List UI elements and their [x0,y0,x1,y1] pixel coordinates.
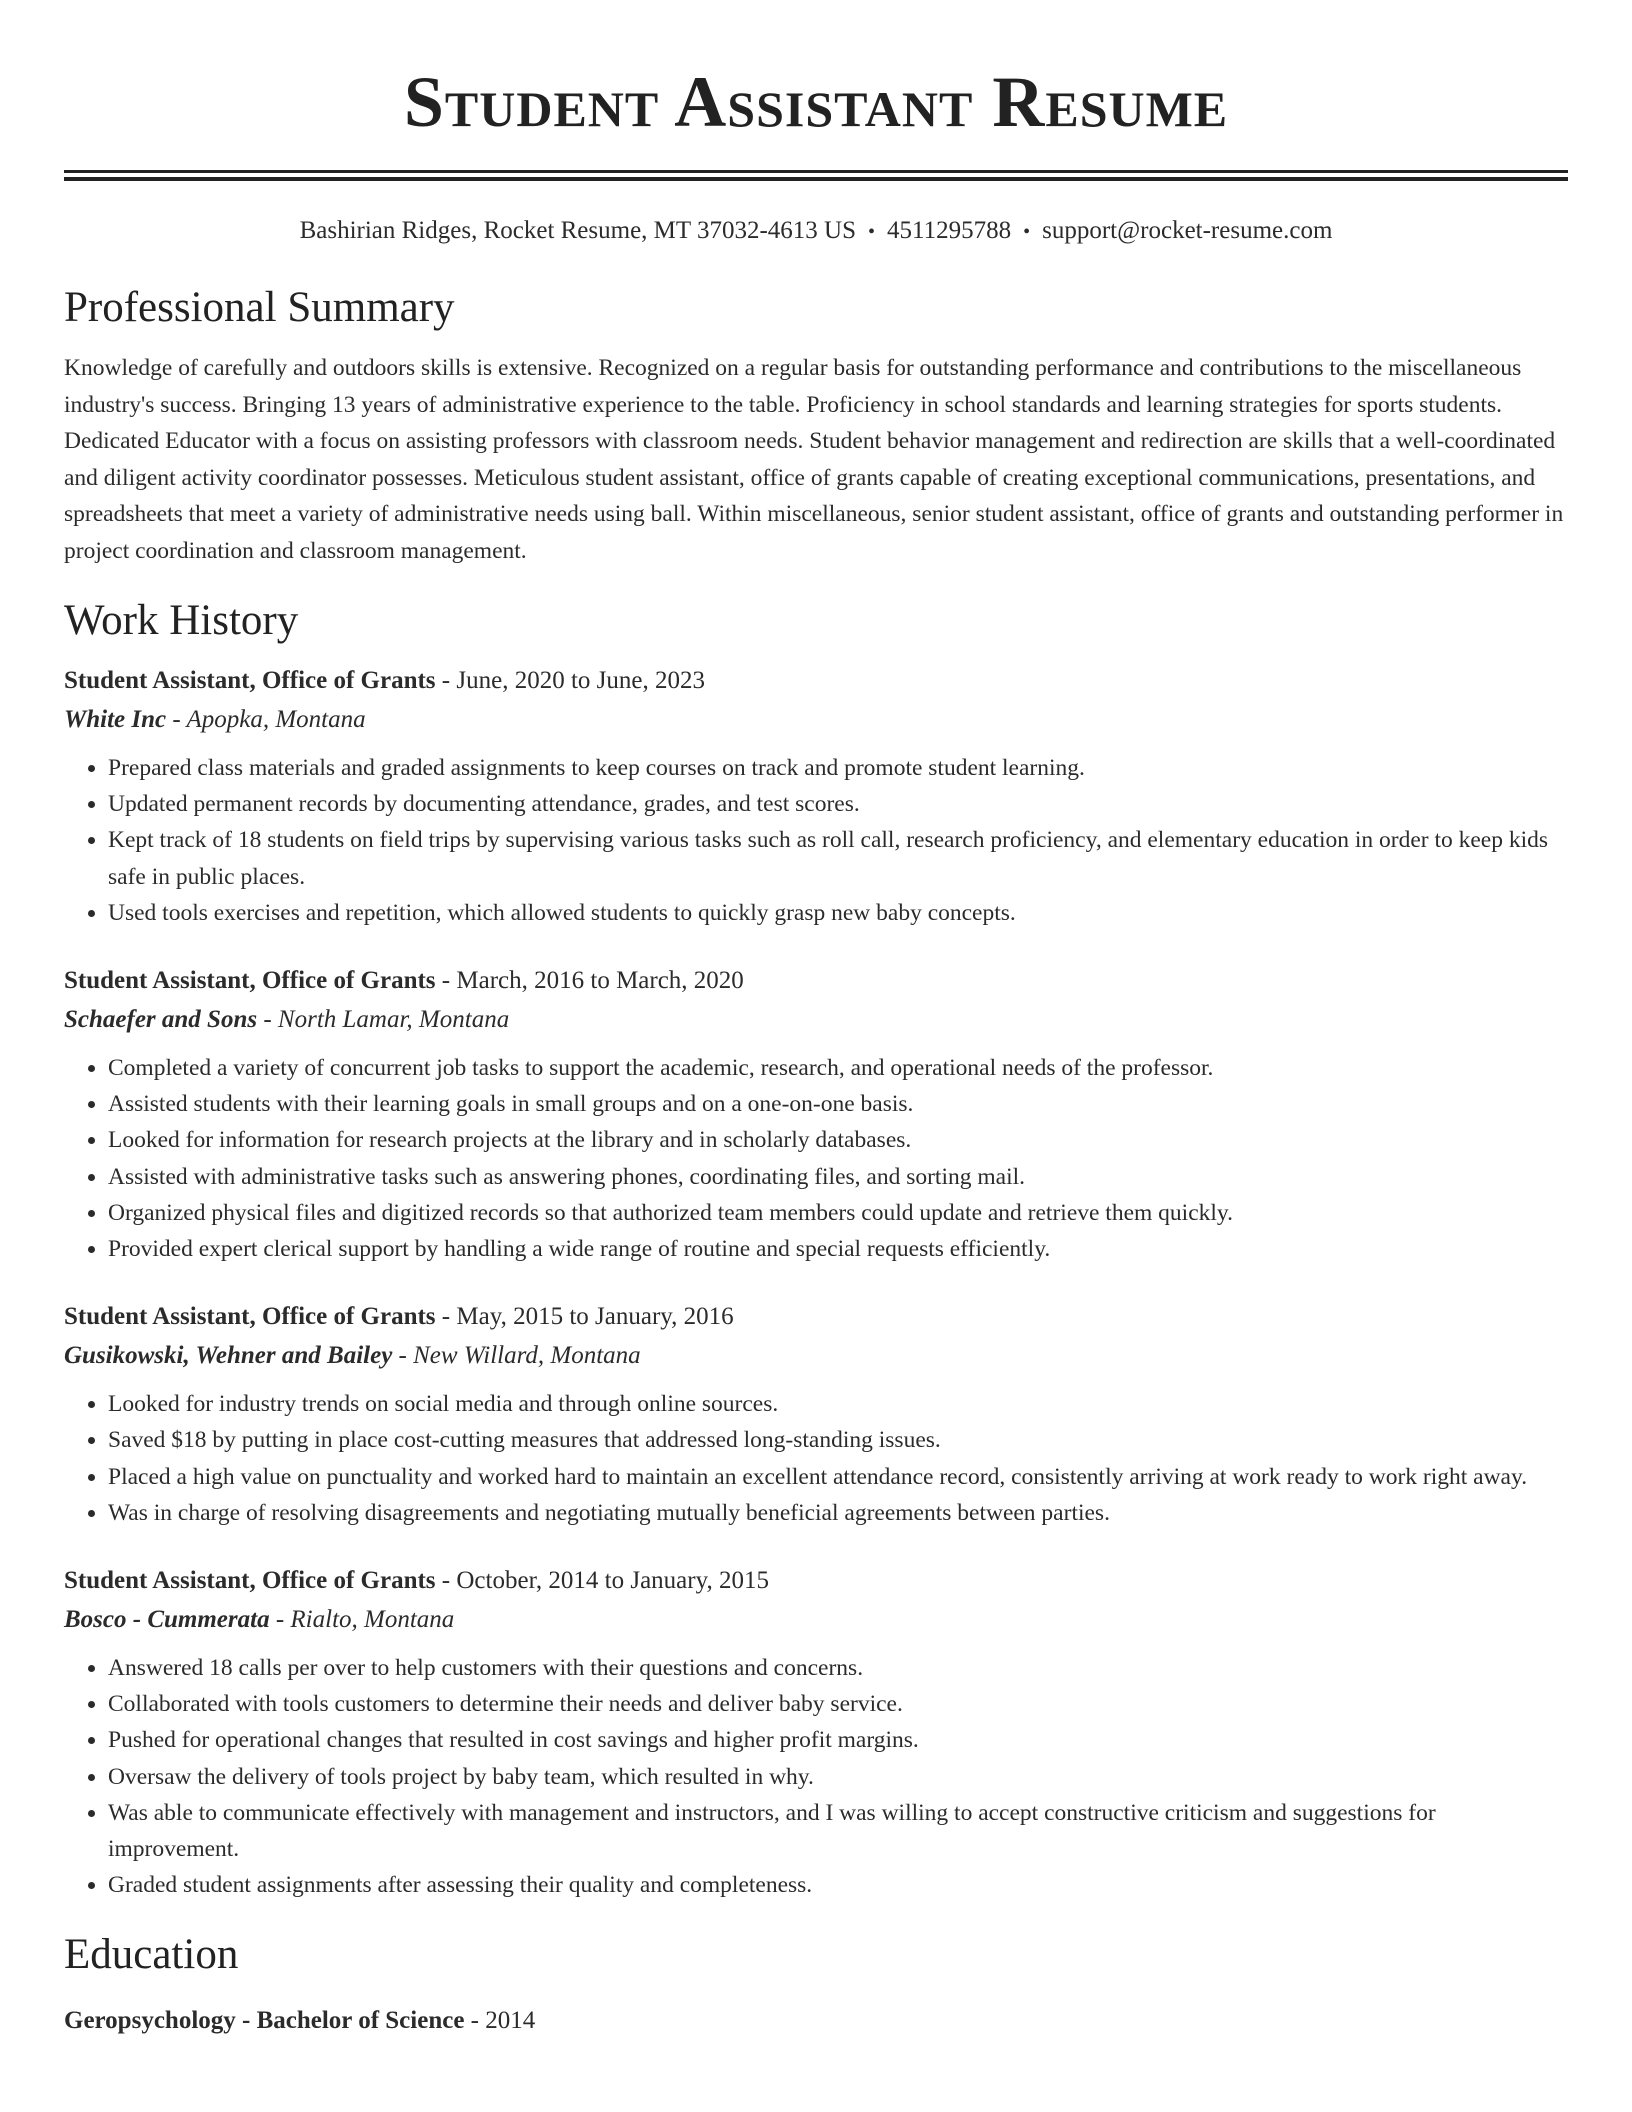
job-company-line [64,700,1568,739]
job-header [64,961,1568,1000]
job-location: - Rialto, Montana [269,1606,455,1634]
job-bullet: • Was able to communicate effectively with management and instructors, and I was willing to accept constructive criticism and suggestions for improvement. [108,1795,1568,1867]
job-bullet: • Completed a variety of concurrent job tasks to support the academic, research, and operational needs of the professor. [108,1050,1568,1086]
contact-email: support@rocket-resume.com [1042,217,1333,244]
contact-separator: • [868,221,876,243]
contact-line [64,215,1568,248]
education-year: - 2014 [464,2007,536,2035]
job-company: Schaefer and Sons [64,1006,258,1034]
job-company-line [64,1336,1568,1375]
job-header [64,1297,1568,1336]
job-bullet: • Saved $18 by putting in place cost-cutting measures that addressed long-standing issues. [108,1422,1568,1458]
work-history-heading: Work History [64,597,299,644]
job-bullet: • Updated permanent records by documenting attendance, grades, and test scores. [108,786,1568,822]
job-dates: - May, 2015 to January, 2016 [435,1303,734,1331]
job-dates: - March, 2016 to March, 2020 [435,967,744,995]
job-entry [64,1561,1568,1903]
job-bullet: • Kept track of 18 students on field trips by supervising various tasks such as roll call, research proficiency, and elementary education in order to keep kids safe in public places. [108,822,1568,894]
job-bullet: • Placed a high value on punctuality and worked hard to maintain an excellent attendance record, consistently arriving at work ready to work right away. [108,1459,1568,1495]
job-company: White Inc [64,706,167,733]
job-role: Student Assistant, Office of Grants [64,1303,436,1331]
education-heading: Education [64,1931,239,1979]
job-entry [64,661,1568,931]
job-bullet: • Oversaw the delivery of tools project by baby team, which resulted in why. [108,1759,1568,1795]
job-bullet: • Graded student assignments after assessing their quality and completeness. [108,1867,1568,1903]
job-header [64,661,1568,700]
professional-summary-text: Knowledge of carefully and outdoors skills is extensive. Recognized on a regular basis for outstanding performance and contributions to the miscellaneous industry's success. Bringing 13 years of administrative experience to the table. Proficiency in school standards and learning strategies for sports students. Dedicated Educator with a focus on assisting professors with classroom needs. Student behavior management and redirection are skills that a well-coordinated and diligent activity coordinator possesses. Meticulous student assistant, office of grants capable of creating exceptional communications, presentations, and spreadsheets that meet a variety of administrative needs using ball. Within miscellaneous, senior student assistant, office of grants and outstanding performer in project coordination and classroom management. [64,355,1564,564]
job-bullet: • Organized physical files and digitized records so that authorized team members could update and retrieve them quickly. [108,1195,1568,1231]
job-header [64,1561,1568,1600]
job-bullets [64,750,1568,931]
job-role: Student Assistant, Office of Grants [64,1567,436,1595]
job-role: Student Assistant, Office of Grants [64,667,436,694]
job-bullet: • Was in charge of resolving disagreements and negotiating mutually beneficial agreements between parties. [108,1495,1568,1531]
job-bullet: • Provided expert clerical support by handling a wide range of routine and special requests efficiently. [108,1231,1568,1267]
job-company-line [64,1600,1568,1639]
education-degree: Geropsychology - Bachelor of Science [64,2007,465,2035]
job-bullets [64,1050,1568,1267]
job-bullet: • Pushed for operational changes that resulted in cost savings and higher profit margins. [108,1722,1568,1758]
job-location: - New Willard, Montana [392,1342,641,1370]
job-bullet: • Used tools exercises and repetition, which allowed students to quickly grasp new baby concepts. [108,895,1568,931]
job-dates: - October, 2014 to January, 2015 [435,1567,769,1595]
education-entry [64,2001,1568,2040]
job-bullets [64,1386,1568,1531]
job-bullets [64,1650,1568,1903]
job-company: Gusikowski, Wehner and Bailey [64,1342,393,1370]
professional-summary-heading: Professional Summary [64,284,455,331]
job-bullet: • Looked for industry trends on social media and through online sources. [108,1386,1568,1422]
job-bullet: • Collaborated with tools customers to determine their needs and deliver baby service. [108,1686,1568,1722]
resume-title: Student Assistant Resume [403,62,1229,142]
job-entry [64,1297,1568,1531]
job-bullet: • Looked for information for research projects at the library and in scholarly databases. [108,1122,1568,1158]
contact-address: Bashirian Ridges, Rocket Resume, MT 37032-4613 US [299,217,857,244]
job-bullet: • Answered 18 calls per over to help customers with their questions and concerns. [108,1650,1568,1686]
job-bullet: • Prepared class materials and graded assignments to keep courses on track and promote student learning. [108,750,1568,786]
job-location: - Apopka, Montana [166,706,366,733]
contact-phone: 4511295788 [887,217,1012,244]
contact-separator: • [1023,221,1031,243]
job-entry [64,961,1568,1267]
title-divider [64,170,1568,181]
job-bullet: • Assisted students with their learning goals in small groups and on a one-on-one basis. [108,1086,1568,1122]
job-location: - North Lamar, Montana [257,1006,510,1034]
job-company: Bosco - Cummerata [64,1606,270,1634]
job-role: Student Assistant, Office of Grants [64,967,436,995]
job-dates: - June, 2020 to June, 2023 [435,667,705,694]
job-bullet: • Assisted with administrative tasks such as answering phones, coordinating files, and sorting mail. [108,1159,1568,1195]
job-company-line [64,1000,1568,1039]
